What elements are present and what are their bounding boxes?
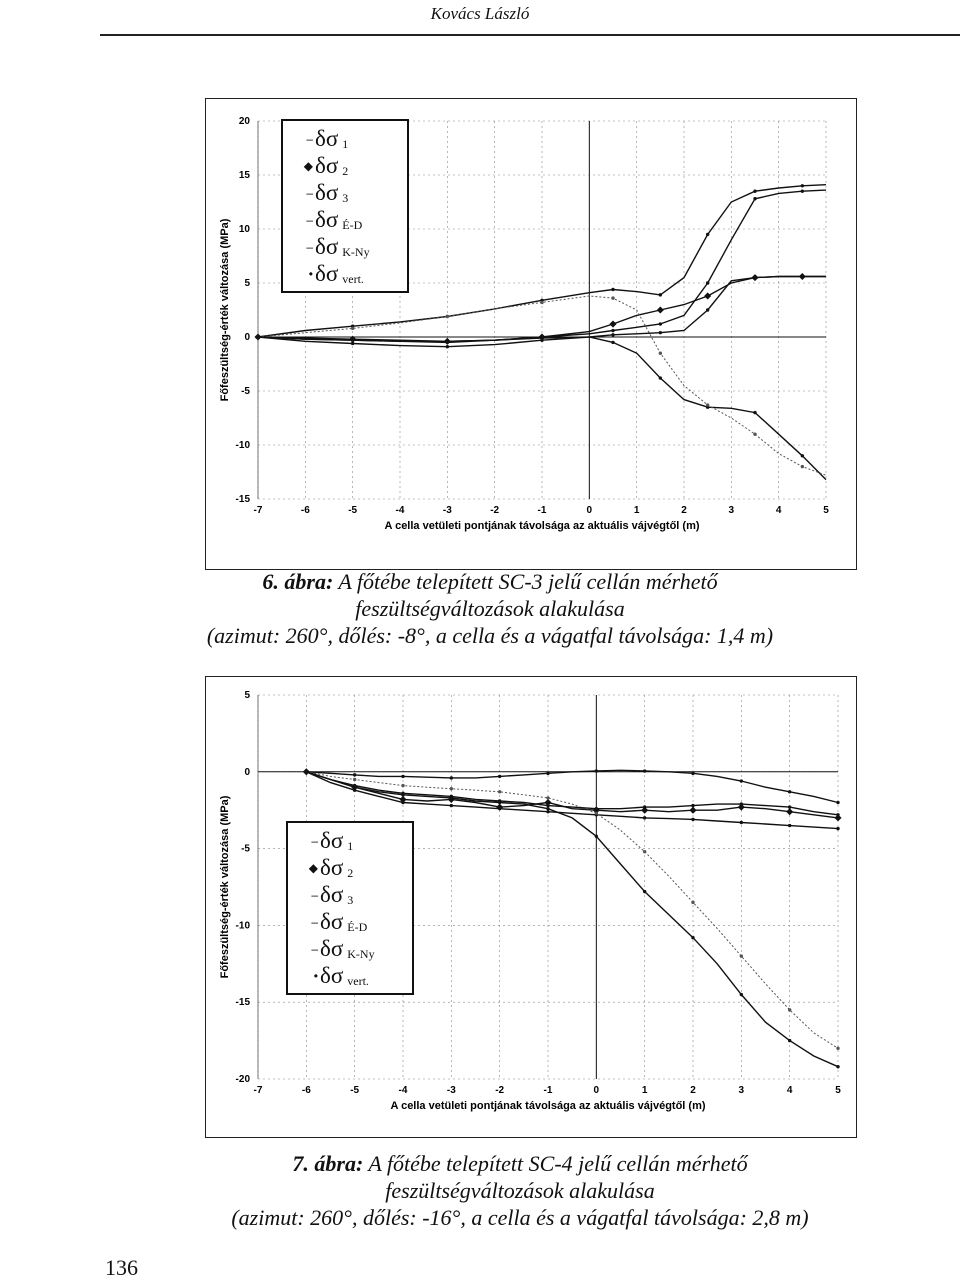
chart2-series-5-point (498, 790, 501, 793)
chart2-series-1-point (740, 779, 743, 782)
chart1-series-2-point (704, 292, 711, 299)
chart2-series-6-point (740, 802, 743, 805)
chart2-series-6-point (305, 770, 308, 773)
chart1-series-2-point (609, 321, 616, 328)
chart1-series-1-point (706, 233, 709, 236)
legend-subscript: É-D (342, 218, 363, 232)
figure-6-chart-frame (205, 98, 857, 570)
chart2-series-3-point (691, 936, 694, 939)
legend-symbol: δσ (320, 962, 344, 988)
chart2-series-4-point (401, 801, 404, 804)
chart2-xtick-label: 0 (593, 1085, 600, 1096)
chart2-series-6-point (643, 805, 646, 808)
chart2-x-axis-label: A cella vetületi pontjának távolsága az aktuális vájvégtől (m) (390, 1100, 706, 1112)
legend-marker-icon: ◆ (303, 158, 313, 173)
chart1-series-4-point (753, 197, 756, 200)
chart1-series-5-point (351, 327, 354, 330)
chart2-series-5-point (450, 787, 453, 790)
legend-subscript: vert. (342, 272, 364, 286)
chart1-legend-item-3 (289, 179, 401, 206)
chart1-series-2-point (657, 306, 664, 313)
chart2-series-1-point (353, 773, 356, 776)
chart2-series-1-point (643, 769, 646, 772)
chart2-series-6-point (836, 813, 839, 816)
chart1-ytick-label: 20 (238, 116, 250, 127)
chart2-series-2-point (786, 808, 793, 815)
chart2-series-1-point (498, 775, 501, 778)
chart1-series-4-point (611, 329, 614, 332)
chart1-ytick-label: -15 (235, 494, 250, 505)
legend-subscript: vert. (347, 974, 369, 988)
figure-7-caption-line1: A főtébe telepített SC-4 jelű cellán mérhető (363, 1151, 748, 1176)
legend-marker-icon: – (306, 131, 313, 146)
chart2-series-5-point (740, 954, 743, 957)
chart2-xtick-label: -4 (398, 1085, 408, 1096)
chart2-series-4-point (740, 821, 743, 824)
chart2-series-6-point (450, 795, 453, 798)
chart2-series-1-point (450, 776, 453, 779)
chart1-series-4-point (706, 281, 709, 284)
chart2-series-1-point (401, 775, 404, 778)
chart2-series-2-point (689, 807, 696, 814)
legend-subscript: 2 (347, 866, 354, 880)
chart2-series-5-point (353, 778, 356, 781)
figure-6-caption-number: 6. ábra: (262, 569, 334, 594)
chart2-series-3-point (643, 890, 646, 893)
legend-marker-icon: – (306, 239, 313, 254)
figure-7-caption (40, 1150, 960, 1231)
chart1-series-6-point (351, 339, 354, 342)
chart2-series-4-point (546, 810, 549, 813)
chart2-y-axis-label: Főfeszültség-érték változása (MPa) (219, 795, 231, 979)
chart2-series-1-point (691, 772, 694, 775)
chart2-series-4-point (836, 827, 839, 830)
chart1-xtick-label: -3 (442, 505, 452, 516)
chart1-xtick-label: 1 (633, 505, 640, 516)
chart2-series-5-point (836, 1047, 839, 1050)
chart1-y-axis-label: Főfeszültség-érték változása (MPa) (219, 218, 231, 402)
figure-7-legend (286, 821, 414, 995)
chart1-series-5-point (446, 315, 449, 318)
legend-symbol: δσ (320, 854, 344, 880)
chart2-ytick-label: 5 (244, 690, 250, 701)
chart1-series-6-point (611, 333, 614, 336)
chart1-series-6-point (446, 340, 449, 343)
legend-marker-icon: – (311, 833, 318, 848)
chart2-xtick-label: -5 (350, 1085, 360, 1096)
running-header-author: Kovács László (430, 4, 530, 23)
legend-symbol: δσ (315, 179, 339, 205)
chart2-series-6-point (401, 792, 404, 795)
legend-subscript: 1 (342, 137, 349, 151)
figure-6-caption (10, 568, 960, 649)
chart1-series-5-point (540, 301, 543, 304)
chart1-series-5-point (801, 465, 804, 468)
legend-subscript: 3 (347, 893, 354, 907)
chart2-series-6-point (546, 804, 549, 807)
chart2-xtick-label: -1 (543, 1085, 553, 1096)
chart1-series-5-point (706, 403, 709, 406)
chart1-series-3-point (659, 376, 662, 379)
chart2-xtick-label: 2 (690, 1085, 696, 1096)
chart2-xtick-label: 4 (786, 1085, 793, 1096)
chart2-legend-item-3 (294, 881, 406, 908)
legend-symbol: δσ (320, 908, 344, 934)
chart2-series-5-point (788, 1008, 791, 1011)
chart2-ytick-label: -15 (235, 997, 250, 1009)
figure-6-caption-line3: (azimut: 260°, dőlés: -8°, a cella és a vágatfal távolsága: 1,4 m) (206, 623, 774, 648)
chart1-xtick-label: 4 (775, 505, 782, 516)
chart1-xtick-label: -7 (253, 505, 263, 516)
chart2-series-5-point (546, 796, 549, 799)
chart2-series-6-point (595, 807, 598, 810)
chart1-legend-item-1 (289, 125, 401, 152)
chart1-series-6-point (753, 276, 756, 279)
chart2-series-5-point (643, 850, 646, 853)
chart1-series-5-point (753, 433, 756, 436)
chart2-series-5-point (691, 901, 694, 904)
chart2-legend-item-1 (294, 827, 406, 854)
chart2-series-4-point (691, 818, 694, 821)
chart2-xtick-label: 5 (835, 1085, 841, 1096)
legend-symbol: δσ (315, 206, 339, 232)
legend-subscript: 3 (342, 191, 349, 205)
chart2-series-1-point (788, 790, 791, 793)
legend-marker-icon: • (313, 968, 318, 983)
chart2-series-5-point (401, 784, 404, 787)
legend-symbol: δσ (315, 125, 339, 151)
chart2-ytick-label: -5 (241, 843, 250, 855)
chart2-legend-item-4 (294, 908, 406, 935)
legend-symbol: δσ (320, 935, 344, 961)
chart2-series-4-point (450, 804, 453, 807)
chart2-ytick-label: -10 (235, 920, 250, 932)
chart2-series-3-point (546, 807, 549, 810)
chart2-series-4-point (643, 816, 646, 819)
legend-symbol: δσ (315, 260, 339, 286)
chart2-legend-item-2 (294, 854, 406, 881)
legend-symbol: δσ (320, 881, 344, 907)
legend-subscript: É-D (347, 920, 368, 934)
legend-marker-icon: – (311, 941, 318, 956)
chart1-xtick-label: 3 (728, 505, 735, 516)
chart1-legend-item-4 (289, 206, 401, 233)
figure-6-legend (281, 119, 409, 293)
chart1-series-6-point (801, 275, 804, 278)
chart2-legend-item-6 (294, 962, 406, 989)
figure-6-caption-line2: feszültségváltozások alakulása (355, 596, 625, 621)
chart1-xtick-label: 5 (823, 505, 829, 516)
chart1-series-6-point (706, 308, 709, 311)
chart1-xtick-label: 2 (681, 505, 687, 516)
chart2-series-6-point (691, 804, 694, 807)
chart2-ytick-label: 0 (244, 766, 250, 778)
legend-marker-icon: – (311, 887, 318, 902)
chart2-series-4-point (498, 807, 501, 810)
figure-7-caption-line3: (azimut: 260°, dőlés: -16°, a cella és a vágatfal távolsága: 2,8 m) (231, 1205, 809, 1230)
chart1-xtick-label: 0 (586, 505, 593, 516)
legend-marker-icon: – (311, 914, 318, 929)
legend-marker-icon: – (306, 185, 313, 200)
chart1-series-4-point (659, 322, 662, 325)
chart1-series-6-point (659, 331, 662, 334)
chart1-ytick-label: 15 (238, 170, 250, 181)
legend-symbol: δσ (315, 152, 339, 178)
chart2-series-4-point (788, 824, 791, 827)
chart1-series-3-point (801, 454, 804, 457)
chart1-series-1-point (753, 190, 756, 193)
chart1-legend-item-6 (289, 260, 401, 287)
chart2-series-line-2 (306, 772, 838, 818)
figure-7-caption-number: 7. ábra: (292, 1151, 364, 1176)
legend-subscript: 1 (347, 839, 354, 853)
page-number: 136 (105, 1255, 138, 1280)
chart1-xtick-label: -5 (348, 505, 358, 516)
chart2-series-3-point (595, 835, 598, 838)
figure-7-chart-frame (205, 676, 857, 1138)
legend-subscript: 2 (342, 164, 349, 178)
chart2-series-4-point (353, 789, 356, 792)
chart2-xtick-label: 3 (738, 1085, 745, 1096)
chart1-xtick-label: -6 (300, 505, 310, 516)
chart1-x-axis-label: A cella vetületi pontjának távolsága az aktuális vájvégtől (m) (384, 520, 700, 532)
chart1-series-4-point (801, 190, 804, 193)
chart1-series-1-point (801, 184, 804, 187)
chart2-series-6-point (498, 799, 501, 802)
chart1-series-1-point (659, 293, 662, 296)
chart1-series-3-point (611, 341, 614, 344)
chart1-legend-item-5 (289, 233, 401, 260)
legend-subscript: K-Ny (347, 947, 375, 961)
legend-symbol: δσ (320, 827, 344, 853)
chart2-xtick-label: -7 (253, 1085, 263, 1096)
legend-marker-icon: ◆ (308, 860, 318, 875)
chart1-ytick-label: 0 (244, 332, 250, 343)
figure-6-caption-line1: A főtébe telepített SC-3 jelű cellán mérhető (333, 569, 718, 594)
chart1-series-5-point (659, 352, 662, 355)
chart1-ytick-label: 5 (244, 278, 250, 289)
legend-symbol: δσ (315, 233, 339, 259)
legend-subscript: K-Ny (342, 245, 370, 259)
header-rule (100, 34, 960, 36)
chart2-series-1-point (595, 769, 598, 772)
chart1-series-5-point (611, 296, 614, 299)
chart1-series-line-3 (258, 337, 826, 480)
chart1-ytick-label: -5 (241, 386, 250, 397)
chart1-xtick-label: -2 (490, 505, 500, 516)
legend-marker-icon: – (306, 212, 313, 227)
chart1-series-3-point (351, 342, 354, 345)
chart2-xtick-label: -2 (495, 1085, 505, 1096)
chart2-series-1-point (546, 772, 549, 775)
chart1-ytick-label: -10 (235, 440, 250, 451)
chart2-series-6-point (788, 805, 791, 808)
chart1-series-3-point (446, 345, 449, 348)
chart2-series-6-point (353, 784, 356, 787)
chart2-xtick-label: -6 (301, 1085, 311, 1096)
chart1-series-3-point (753, 411, 756, 414)
chart2-series-3-point (740, 993, 743, 996)
chart2-xtick-label: 1 (641, 1085, 648, 1096)
legend-marker-icon: • (308, 266, 313, 281)
chart1-xtick-label: -4 (395, 505, 405, 516)
chart1-series-1-point (611, 288, 614, 291)
chart2-series-5-point (595, 812, 598, 815)
chart2-legend-item-5 (294, 935, 406, 962)
chart2-series-3-point (788, 1039, 791, 1042)
chart1-xtick-label: -1 (537, 505, 547, 516)
chart1-legend-item-2 (289, 152, 401, 179)
chart1-ytick-label: 10 (238, 224, 250, 235)
figure-7-caption-line2: feszültségváltozások alakulása (385, 1178, 655, 1203)
chart2-series-1-point (836, 801, 839, 804)
chart2-series-3-point (836, 1065, 839, 1068)
chart1-series-6-point (256, 335, 259, 338)
chart2-ytick-label: -20 (235, 1074, 250, 1085)
chart2-xtick-label: -3 (446, 1085, 456, 1096)
chart1-series-6-point (540, 336, 543, 339)
